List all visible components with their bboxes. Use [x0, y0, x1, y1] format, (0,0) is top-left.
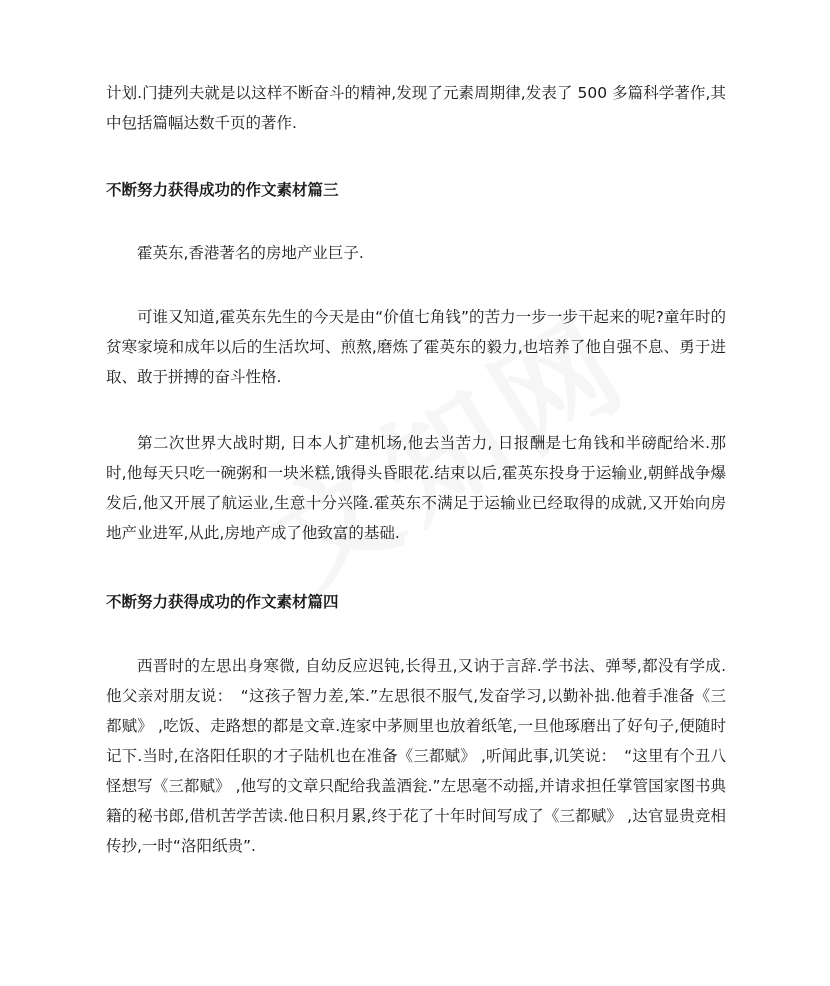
paragraph-huo-childhood: 可谁又知道,霍英东先生的今天是由“价值七角钱”的苦力一步一步干起来的呢?童年时的贫寒家境和成年以后的生活坎坷、煎熬,磨炼了霍英东的毅力,也培养了他自强不息、勇于进取、敢于拼搏的奋斗性格. [106, 308, 726, 386]
paragraph-zuo-si: 西晋时的左思出身寒微, 自幼反应迟钝,长得丑,又讷于言辞.学书法、弹琴,都没有学成.他父亲对朋友说： “这孩子智力差,笨.”左思很不服气,发奋学习,以勤补拙.他着手准备《三都赋》 ,吃饭、走路想的都是文章.连家中茅厕里也放着纸笔,一旦他琢磨出了好句子,便随时记下.当时,在洛阳任职的才子陆机也在准备《三都赋》 ,听闻此事,讥笑说： “这里有个丑八怪想写《三都赋》 ,他写的文章只配给我盖酒瓮.”左思毫不动摇,并请求担任掌管国家图书典籍的秘书郎,借机苦学苦读.他日积月累,终于花了十年时间写成了《三都赋》 ,达官显贵竞相传抄,一时“洛阳纸贵”. [106, 657, 726, 855]
section-heading-3: 不断努力获得成功的作文素材篇三 [106, 181, 339, 199]
paragraph-huo-career: 第二次世界大战时期, 日本人扩建机场,他去当苦力, 日报酬是七角钱和半磅配给米.那时,他每天只吃一碗粥和一块米糕,饿得头昏眼花.结束以后,霍英东投身于运输业,朝鲜战争爆发后,他又开展了航运业,生意十分兴隆.霍英东不满足于运输业已经取得的成就,又开始向房地产业进军,从此,房地产成了他致富的基础. [106, 434, 726, 542]
paragraph-mendeleev-ending: 计划.门捷列夫就是以这样不断奋斗的精神,发现了元素周期律,发表了 500 多篇科学著作,其中包括篇幅达数千页的著作. [106, 84, 726, 132]
paragraph-huo-intro: 霍英东,香港著名的房地产业巨子. [137, 244, 364, 262]
section-heading-4: 不断努力获得成功的作文素材篇四 [106, 593, 339, 611]
